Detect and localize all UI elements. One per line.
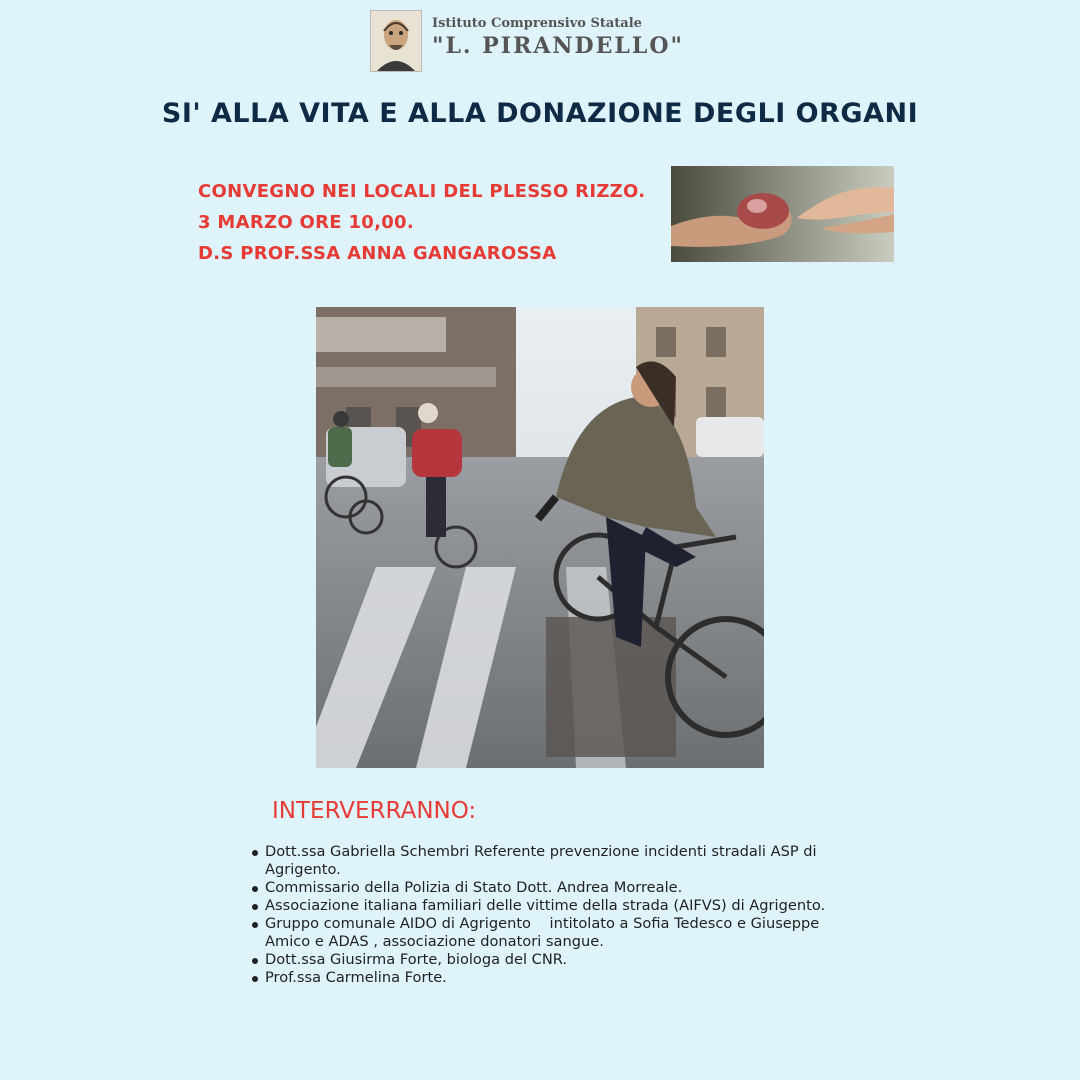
pirandello-portrait-image xyxy=(370,10,422,72)
event-location: CONVEGNO NEI LOCALI DEL PLESSO RIZZO. xyxy=(198,181,646,202)
list-item: Dott.ssa Giusirma Forte, biologa del CNR. xyxy=(265,951,830,969)
list-item: Commissario della Polizia di Stato Dott. Andrea Morreale. xyxy=(265,879,830,897)
cyclists-street-photo xyxy=(316,307,764,768)
event-info xyxy=(198,176,645,269)
school-name: "L. PIRANDELLO" xyxy=(432,33,684,59)
page-title: SI' ALLA VITA E ALLA DONAZIONE DEGLI ORGANI xyxy=(161,98,919,129)
hands-heart-image xyxy=(671,166,894,262)
speakers-list xyxy=(250,843,830,987)
list-item: Associazione italiana familiari delle vittime della strada (AIFVS) di Agrigento. xyxy=(265,897,830,915)
list-item: Dott.ssa Gabriella Schembri Referente prevenzione incidenti stradali ASP di Agrigento. xyxy=(265,843,830,879)
event-organizer: D.S PROF.SSA ANNA GANGAROSSA xyxy=(198,243,557,264)
school-type-label: Istituto Comprensivo Statale xyxy=(432,16,642,31)
event-date: 3 MARZO ORE 10,00. xyxy=(198,212,415,233)
speakers-heading: INTERVERRANNO: xyxy=(272,798,477,824)
school-header xyxy=(370,8,700,74)
list-item: Prof.ssa Carmelina Forte. xyxy=(265,969,830,987)
list-item: Gruppo comunale AIDO di Agrigento intitolato a Sofia Tedesco e Giuseppe Amico e ADAS , associazione donatori sangue. xyxy=(265,915,830,951)
